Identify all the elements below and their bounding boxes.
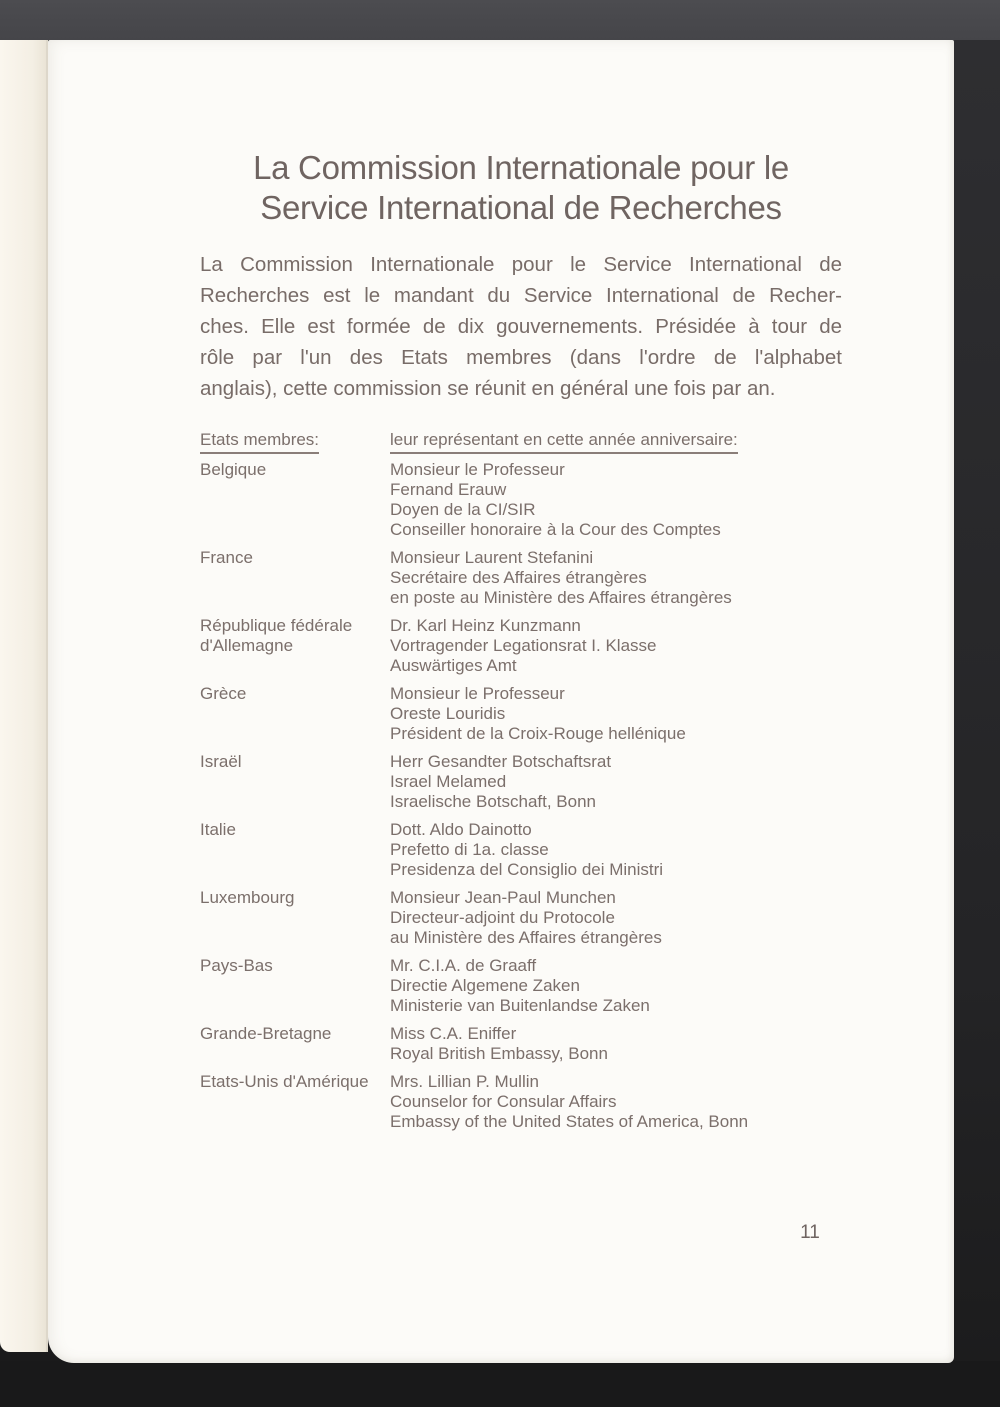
members-table-body (200, 460, 850, 1132)
representative-details (390, 752, 850, 812)
representative-details (390, 460, 850, 540)
member-row (200, 1024, 850, 1064)
representative-details (390, 1072, 850, 1132)
representative-line: Oreste Louridis (390, 704, 506, 723)
representative-line: Auswärtiges Amt (390, 656, 517, 675)
representative-line: Vortragender Legationsrat I. Klasse (390, 636, 657, 655)
member-row (200, 888, 850, 948)
representative-line: Mr. C.I.A. de Graaff (390, 956, 537, 975)
representative-line: Président de la Croix-Rouge hellénique (390, 724, 686, 743)
member-row (200, 548, 850, 608)
page-number: 11 (800, 1222, 820, 1243)
country-name: République fédérale d'Allemagne (200, 616, 353, 655)
member-row (200, 684, 850, 744)
column-header-representatives: leur représentant en cette année anniversaire: (390, 430, 850, 454)
representative-details (390, 820, 850, 880)
representative-details (390, 616, 850, 676)
representative-line: Ministerie van Buitenlandse Zaken (390, 996, 650, 1015)
country-name: Pays-Bas (200, 956, 273, 975)
page-title-line2: Service International de Recherches (260, 189, 782, 226)
intro-line: anglais), cette commission se réunit en général une fois par an. (200, 377, 776, 400)
representative-line: en poste au Ministère des Affaires étrangères (390, 588, 732, 607)
intro-paragraph (200, 249, 842, 404)
book-page (48, 40, 954, 1363)
members-table-header (200, 430, 850, 454)
representative-line: Mrs. Lillian P. Mullin (390, 1072, 539, 1091)
representative-line: Dott. Aldo Dainotto (390, 820, 532, 839)
member-row (200, 820, 850, 880)
representative-line: Royal British Embassy, Bonn (390, 1044, 608, 1063)
member-row (200, 616, 850, 676)
representative-line: au Ministère des Affaires étrangères (390, 928, 662, 947)
member-row (200, 752, 850, 812)
page-title (200, 148, 842, 228)
country-name: Israël (200, 752, 242, 771)
representative-line: Directeur-adjoint du Protocole (390, 908, 615, 927)
country-name: Etats-Unis d'Amérique (200, 1072, 369, 1091)
representative-line: Conseiller honoraire à la Cour des Comptes (390, 520, 721, 539)
column-header-states: Etats membres: (200, 430, 390, 454)
representative-details (390, 1024, 850, 1064)
country-name: Grèce (200, 684, 247, 703)
representative-line: Monsieur le Professeur (390, 460, 565, 479)
intro-line: ches. Elle est formée de dix gouvernements. Présidée à tour de (200, 315, 842, 338)
representative-line: Fernand Erauw (390, 480, 507, 499)
country-name: Belgique (200, 460, 267, 479)
representative-line: Herr Gesandter Botschaftsrat (390, 752, 612, 771)
backdrop-right (950, 40, 1000, 1365)
backdrop-top (0, 0, 1000, 40)
representative-line: Counselor for Consular Affairs (390, 1092, 617, 1111)
intro-line: rôle par l'un des Etats membres (dans l'ordre de l'alphabet (200, 346, 842, 369)
book-page-edge (0, 40, 48, 1352)
representative-line: Monsieur Laurent Stefanini (390, 548, 594, 567)
country-name: Italie (200, 820, 236, 839)
representative-line: Presidenza del Consiglio dei Ministri (390, 860, 664, 879)
member-row (200, 460, 850, 540)
member-row (200, 956, 850, 1016)
country-name: France (200, 548, 253, 567)
representative-line: Miss C.A. Eniffer (390, 1024, 517, 1043)
representative-line: Israelische Botschaft, Bonn (390, 792, 597, 811)
representative-line: Prefetto di 1a. classe (390, 840, 549, 859)
country-name: Luxembourg (200, 888, 295, 907)
representative-details (390, 888, 850, 948)
intro-line: Recherches est le mandant du Service International de Recher- (200, 284, 842, 307)
representative-details (390, 548, 850, 608)
representative-line: Doyen de la CI/SIR (390, 500, 536, 519)
representative-line: Dr. Karl Heinz Kunzmann (390, 616, 581, 635)
representative-line: Embassy of the United States of America, Bonn (390, 1112, 749, 1131)
representative-line: Directie Algemene Zaken (390, 976, 580, 995)
intro-line: La Commission Internationale pour le Service International de (200, 253, 842, 276)
backdrop-bottom (0, 1361, 1000, 1407)
member-row (200, 1072, 850, 1132)
representative-line: Secrétaire des Affaires étrangères (390, 568, 647, 587)
members-table (200, 430, 850, 1140)
representative-line: Monsieur le Professeur (390, 684, 565, 703)
country-name: Grande-Bretagne (200, 1024, 332, 1043)
representative-details (390, 684, 850, 744)
page-title-line1: La Commission Internationale pour le (253, 149, 789, 186)
representative-line: Israel Melamed (390, 772, 507, 791)
representative-details (390, 956, 850, 1016)
representative-line: Monsieur Jean-Paul Munchen (390, 888, 616, 907)
